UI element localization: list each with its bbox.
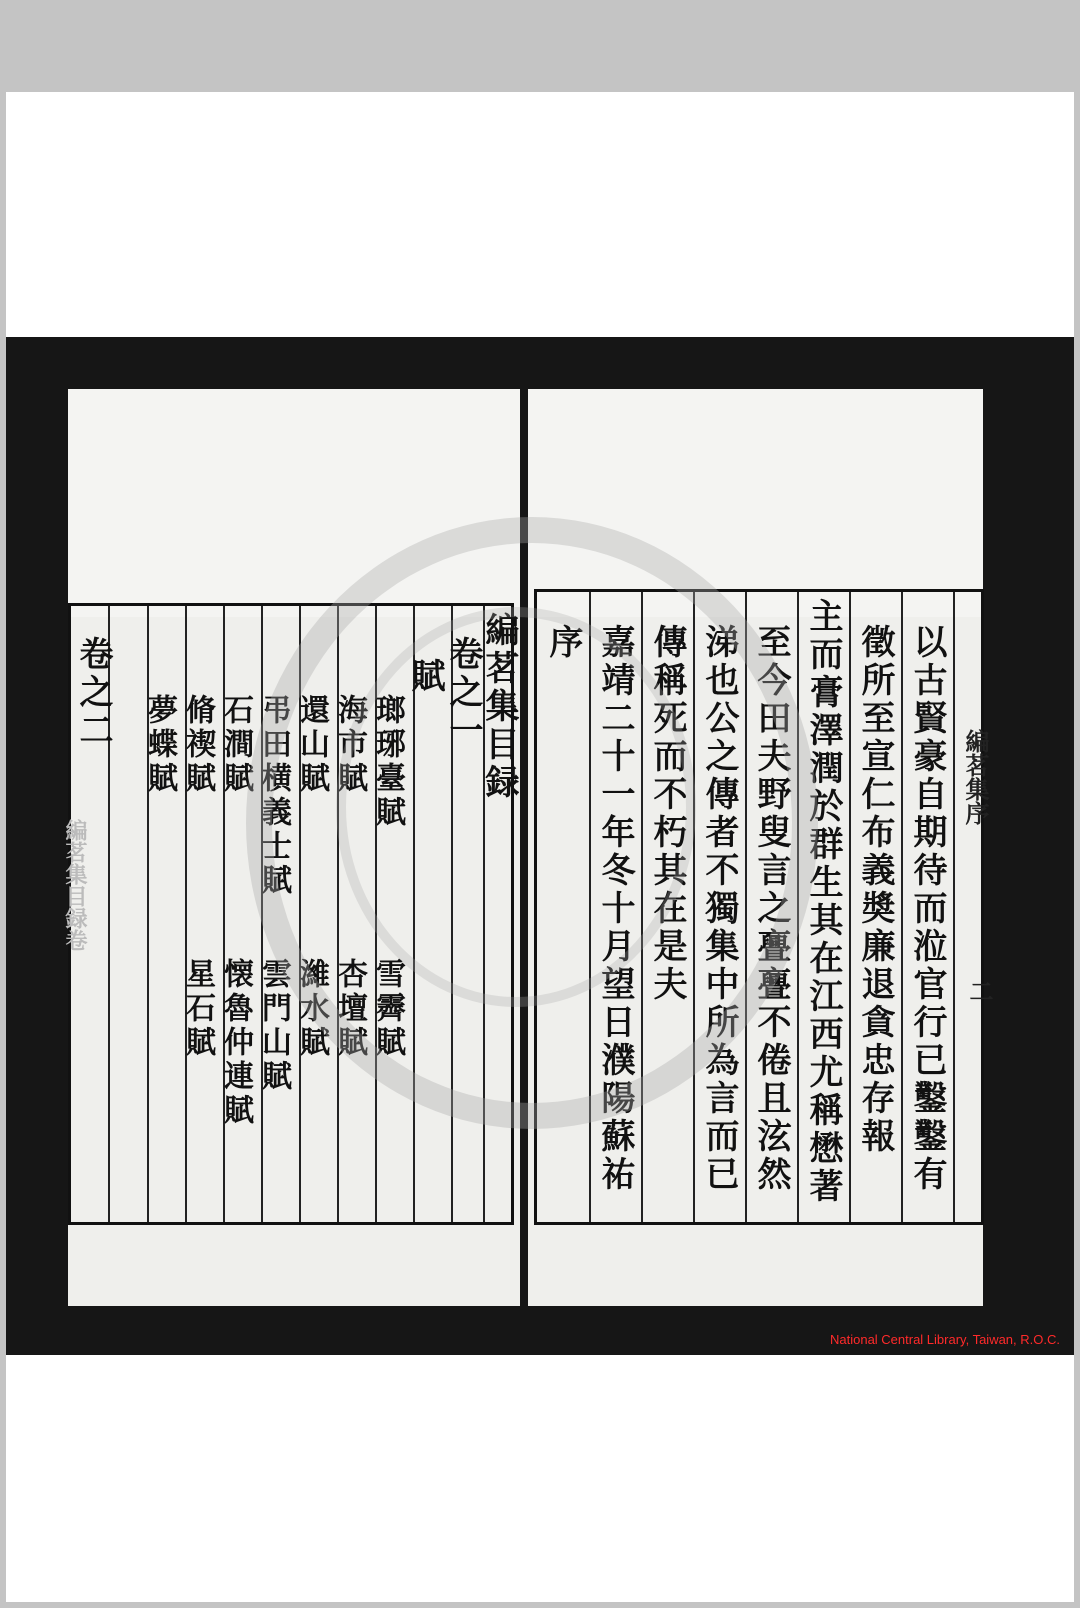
entry-title: 還山賦: [294, 694, 329, 796]
preface-line: 至今田夫野叟言之亹亹不倦且泫然: [751, 624, 791, 1194]
preface-line: 主而膏澤潤於群生其在江西尤稱懋著: [803, 598, 843, 1206]
entry-title: 星石賦: [180, 958, 215, 1060]
preface-line: 嘉靖二十一年冬十月望日濮陽蘇祐: [595, 624, 635, 1194]
scanned-book-spread: [6, 337, 1074, 1355]
fold-margin-label: 編茗集目録卷: [62, 819, 88, 951]
preface-line: 涕也公之傳者不獨集中所為言而已: [699, 624, 739, 1194]
right-page-preface: [528, 389, 994, 1306]
contents-title: 編茗集目録: [479, 612, 519, 802]
entry-title: 石澗賦: [218, 694, 253, 796]
category-heading: 賦: [405, 658, 445, 696]
preface-line: 傳稱死而不朽其在是夫: [647, 624, 687, 1004]
entry-title: 瑯琊臺賦: [370, 694, 405, 830]
entry-title: 海市賦: [332, 694, 367, 796]
text-frame: [68, 603, 519, 1225]
volume-heading: 卷之一: [443, 636, 483, 750]
entry-title: 弔田横義士賦: [256, 694, 291, 898]
folio-number: 二: [965, 979, 994, 1003]
entry-title: 脩禊賦: [180, 694, 215, 796]
entry-title: 夢蝶賦: [142, 694, 177, 796]
preface-line: 徵所至宣仁布義奬廉退貪忠存報: [855, 624, 895, 1156]
text-frame: [534, 589, 984, 1225]
entry-title: 雪霽賦: [370, 958, 405, 1060]
upper-margin: [528, 389, 983, 617]
library-credit: National Central Library, Taiwan, R.O.C.: [829, 1332, 1060, 1347]
left-page-contents: [62, 389, 520, 1306]
preface-line: 序: [543, 624, 583, 662]
upper-margin: [68, 389, 520, 617]
entry-title: 懐魯仲連賦: [218, 958, 253, 1128]
entry-title: 雲門山賦: [256, 958, 291, 1094]
entry-title: 濰水賦: [294, 958, 329, 1060]
volume-heading: 卷之二: [73, 636, 113, 750]
fold-margin-label: 編茗集序: [961, 729, 990, 825]
entry-title: 杏壇賦: [332, 958, 367, 1060]
preface-line: 以古賢豪自期待而涖官行已鑿鑿有: [907, 624, 947, 1194]
